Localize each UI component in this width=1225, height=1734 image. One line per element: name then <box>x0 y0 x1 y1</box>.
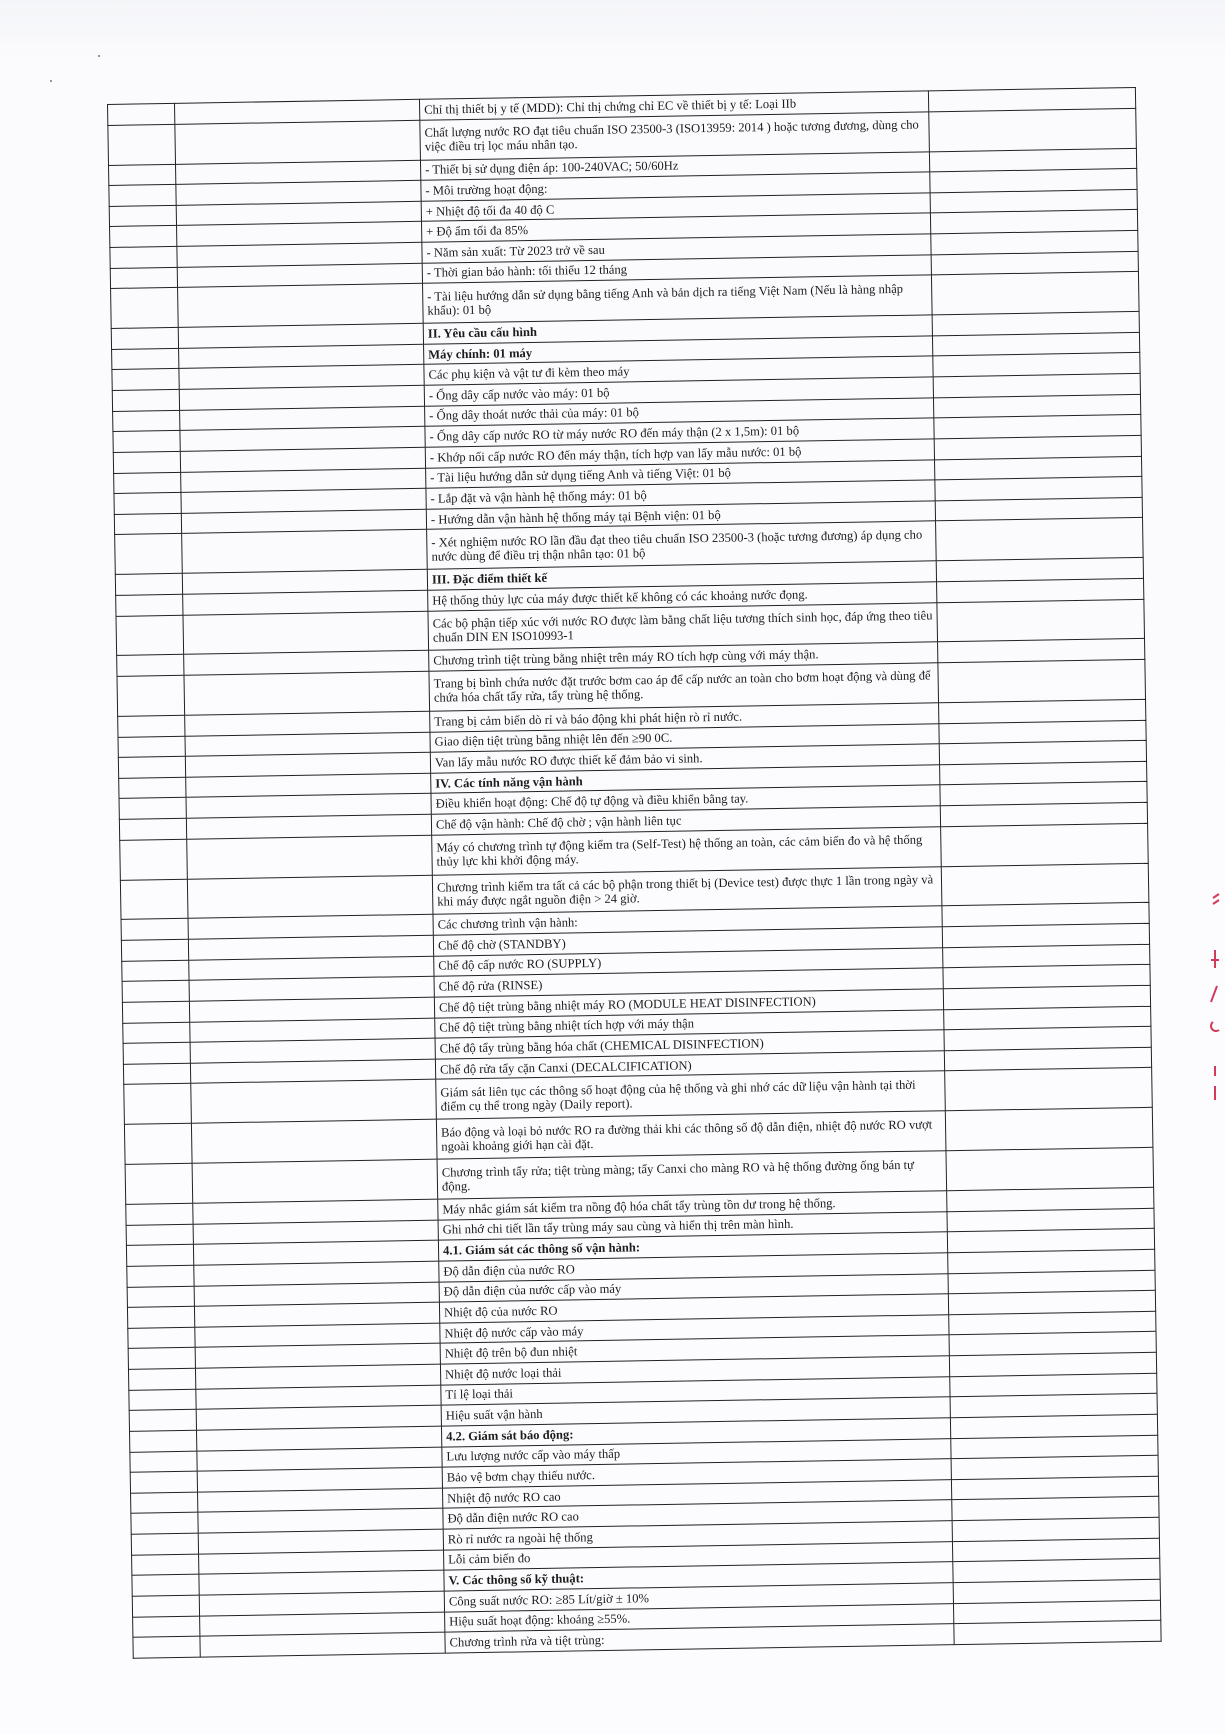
item-name-cell <box>191 1119 437 1163</box>
spec-text-cell: Giao diện tiệt trùng bằng nhiệt lên đến ≥90 0C. <box>430 723 939 752</box>
spec-text-cell: - Môi trường hoạt động: <box>421 172 930 201</box>
spec-text-cell: Chất lượng nước RO đạt tiêu chuẩn ISO 23500-3 (ISO13959: 2014 ) hoặc tương đương, dùng cho việc điều trị lọc máu nhân tạo. <box>420 112 930 160</box>
remark-cell <box>954 1620 1161 1644</box>
spec-text-cell: Hiệu suất vận hành <box>441 1397 950 1426</box>
spec-text-cell: Độ dẫn điện của nước cấp vào máy <box>439 1273 948 1302</box>
spec-text-cell: - Khớp nối cấp nước RO đến máy thận, tích hợp van lấy mẫu nước: 01 bộ <box>425 439 934 468</box>
row-number-cell <box>115 574 182 596</box>
spec-text-cell: Chương trình rửa và tiệt trùng: <box>445 1624 954 1653</box>
item-name-cell <box>187 875 433 919</box>
row-number-cell <box>126 1224 193 1246</box>
spec-text-cell: Nhiệt độ nước RO cao <box>442 1479 951 1508</box>
row-number-cell <box>117 655 184 677</box>
row-number-cell <box>119 818 186 840</box>
row-number-cell <box>111 288 179 329</box>
spec-text-cell: + Độ ẩm tối đa 85% <box>421 213 930 242</box>
row-number-cell <box>109 184 176 206</box>
row-number-cell <box>130 1471 197 1493</box>
row-number-cell <box>126 1203 193 1225</box>
spec-text-cell: Van lấy mẫu nước RO được thiết kế đảm bảo vi sinh. <box>430 744 939 773</box>
remark-cell <box>945 1108 1153 1151</box>
row-number-cell <box>114 472 181 494</box>
remark-cell <box>938 659 1146 702</box>
spec-text-cell: - Ống dây cấp nước RO từ máy nước RO đến máy thận (2 x 1,5m): 01 bộ <box>425 418 934 447</box>
remark-cell <box>941 863 1149 906</box>
row-number-cell <box>113 431 180 453</box>
spec-text-cell: Lưu lượng nước cấp vào máy thấp <box>442 1438 951 1467</box>
spec-text-cell: Hệ thống thủy lực của máy được thiết kế không có các khoảng nước đọng. <box>428 582 937 611</box>
row-number-cell <box>133 1636 200 1658</box>
spec-text-cell: Chế độ chờ (STANDBY) <box>433 927 942 956</box>
spec-text-cell: Chương trình kiểm tra tất cả các bộ phận trong thiết bị (Device test) được thực 1 lần trong ngày và khi máy được ngắt nguồn điện > 24 giờ. <box>432 866 942 914</box>
spec-text-cell: - Ống dây thoát nước thải của máy: 01 bộ <box>425 397 934 426</box>
row-number-cell <box>123 1063 190 1085</box>
row-number-cell <box>109 205 176 227</box>
row-number-cell <box>116 615 184 656</box>
spec-text-cell: Lỗi cảm biến đo <box>444 1541 953 1570</box>
spec-text-cell: - Lắp đặt và vận hành hệ thống máy: 01 bộ <box>426 480 935 509</box>
row-number-cell <box>128 1368 195 1390</box>
remark-cell <box>936 518 1144 561</box>
item-name-cell <box>191 1080 437 1124</box>
row-number-cell <box>126 1244 193 1266</box>
spec-text-cell: V. Các thông số kỹ thuật: <box>444 1562 953 1591</box>
spec-text-cell: Hiệu suất hoạt động: khoảng ≥55%. <box>445 1603 954 1632</box>
item-name-cell <box>175 120 421 164</box>
remark-cell <box>941 823 1149 866</box>
item-name-cell <box>187 835 433 879</box>
row-number-cell <box>120 839 188 880</box>
spec-text-cell: Chế độ rửa (RINSE) <box>434 968 943 997</box>
row-number-cell <box>127 1265 194 1287</box>
table-body <box>108 87 1162 1658</box>
spec-text-cell: Bảo vệ bơm chạy thiếu nước. <box>442 1459 951 1488</box>
row-number-cell <box>122 981 189 1003</box>
spec-text-cell: + Nhiệt độ tối đa 40 độ C <box>421 193 930 222</box>
spec-text-cell: - Tài liệu hướng dẫn sử dụng bằng tiếng Anh và bản dịch ra tiếng Việt Nam (Nếu là hàng nhập khẩu): 01 bộ <box>423 275 933 323</box>
spec-text-cell: 4.2. Giám sát báo động: <box>441 1418 950 1447</box>
row-number-cell <box>129 1389 196 1411</box>
red-stamp-edge-icon <box>1207 890 1225 1110</box>
spec-text-cell: IV. Các tính năng vận hành <box>431 765 940 794</box>
row-number-cell <box>118 715 185 737</box>
row-number-cell <box>131 1513 198 1535</box>
spec-text-cell: 4.1. Giám sát các thông số vận hành: <box>438 1232 947 1261</box>
row-number-cell <box>112 389 179 411</box>
spec-text-cell: Chế độ tẩy trùng bằng hóa chất (CHEMICAL DISINFECTION) <box>435 1030 944 1059</box>
row-number-cell <box>128 1327 195 1349</box>
row-number-cell <box>113 410 180 432</box>
row-number-cell <box>108 103 175 125</box>
row-number-cell <box>111 327 178 349</box>
spec-text-cell: Các chương trình vận hành: <box>433 906 942 935</box>
spec-text-cell: Chế độ rửa tẩy cặn Canxi (DECALCIFICATION) <box>435 1050 944 1079</box>
spec-text-cell: Nhiệt độ của nước RO <box>439 1294 948 1323</box>
spec-text-cell: Nhiệt độ trên bộ đun nhiệt <box>440 1335 949 1364</box>
row-number-cell <box>127 1286 194 1308</box>
row-number-cell <box>132 1574 199 1596</box>
spec-text-cell: Độ dẫn điện nước RO cao <box>443 1500 952 1529</box>
spec-text-cell: Chương trình tẩy rửa; tiệt trùng màng; tẩy Canxi cho màng RO và hệ thống đường ống bán tự động. <box>437 1151 947 1199</box>
spec-text-cell: Chỉ thị thiết bị y tế (MDD): Chỉ thị chứng chỉ EC về thiết bị y tế: Loại IIb <box>419 91 928 120</box>
spec-text-cell: Nhiệt độ nước loại thải <box>440 1356 949 1385</box>
spec-text-cell: - Thiết bị sử dụng điện áp: 100-240VAC; 50/60Hz <box>420 151 929 180</box>
item-name-cell <box>182 530 428 574</box>
row-number-cell <box>110 267 177 289</box>
row-number-cell <box>117 675 185 716</box>
row-number-cell <box>113 451 180 473</box>
row-number-cell <box>130 1451 197 1473</box>
spec-text-cell: Trang bị bình chứa nước đặt trước bơm cao áp để cấp nước an toàn cho bơm hoạt động và dùng để chứa hóa chất tẩy rửa, tẩy trùng hệ thống. <box>429 663 939 711</box>
row-number-cell <box>131 1492 198 1514</box>
row-number-cell <box>130 1430 197 1452</box>
spec-text-cell: III. Đặc điểm thiết kế <box>427 561 936 590</box>
row-number-cell <box>116 594 183 616</box>
row-number-cell <box>110 246 177 268</box>
item-name-cell <box>192 1159 438 1203</box>
spec-text-cell: Chế độ tiệt trùng bằng nhiệt máy RO (MODULE HEAT DISINFECTION) <box>434 989 943 1018</box>
spec-table-grid <box>107 87 1162 1659</box>
spec-text-cell: Máy chính: 01 máy <box>424 336 933 365</box>
remark-cell <box>931 272 1139 315</box>
row-number-cell <box>119 777 186 799</box>
row-number-cell <box>114 492 181 514</box>
item-name-cell <box>184 671 430 715</box>
spec-text-cell: Nhiệt độ nước cấp vào máy <box>440 1314 949 1343</box>
row-number-cell <box>118 736 185 758</box>
spec-text-cell: Chế độ vận hành: Chế độ chờ ; vận hành liên tục <box>431 806 940 835</box>
spec-text-cell: - Ống dây cấp nước vào máy: 01 bộ <box>424 377 933 406</box>
row-number-cell <box>108 124 176 165</box>
row-number-cell <box>124 1084 192 1125</box>
row-number-cell <box>125 1163 193 1204</box>
spec-text-cell: Công suất nước RO: ≥85 Lít/giờ ± 10% <box>444 1583 953 1612</box>
scan-speck <box>50 80 52 82</box>
row-number-cell <box>133 1616 200 1638</box>
row-number-cell <box>121 919 188 941</box>
spec-text-cell: Các bộ phận tiếp xúc với nước RO được làm bằng chất liệu tương thích sinh học, đáp ứng theo tiêu chuẩn DIN EN ISO10993-1 <box>428 602 938 650</box>
remark-cell <box>946 1147 1154 1190</box>
row-number-cell <box>124 1123 192 1164</box>
row-number-cell <box>112 369 179 391</box>
row-number-cell <box>129 1409 196 1431</box>
row-number-cell <box>128 1348 195 1370</box>
spec-text-cell: Rò rỉ nước ra ngoài hệ thống <box>443 1521 952 1550</box>
spec-text-cell: Chế độ cấp nước RO (SUPPLY) <box>434 947 943 976</box>
row-number-cell <box>123 1042 190 1064</box>
spec-text-cell: Trang bị cảm biến dò rỉ và báo động khi phát hiện rò rỉ nước. <box>430 703 939 732</box>
spec-text-cell: Chế độ tiệt trùng bằng nhiệt tích hợp với máy thận <box>435 1009 944 1038</box>
item-name-cell <box>200 1632 445 1657</box>
remark-cell <box>945 1068 1153 1111</box>
spec-text-cell: - Thời gian bảo hành: tối thiểu 12 tháng <box>422 254 931 283</box>
row-number-cell <box>119 798 186 820</box>
item-name-cell <box>178 284 424 328</box>
row-number-cell <box>120 879 188 920</box>
specification-table <box>107 87 1133 1658</box>
spec-text-cell: - Tài liệu hướng dẫn sử dụng tiếng Anh và tiếng Việt: 01 bộ <box>426 459 935 488</box>
row-number-cell <box>110 226 177 248</box>
row-number-cell <box>121 939 188 961</box>
remark-cell <box>929 108 1137 151</box>
row-number-cell <box>109 164 176 186</box>
spec-text-cell: II. Yêu cầu cấu hình <box>423 315 932 344</box>
row-number-cell <box>112 348 179 370</box>
spec-text-cell: Giám sát liên tục các thông số hoạt động của hệ thống và ghi nhớ các dữ liệu vận hành tại thời điểm cụ thể trong ngày (Daily report). <box>436 1071 946 1119</box>
spec-text-cell: Tỉ lệ loại thải <box>441 1376 950 1405</box>
row-number-cell <box>115 534 183 575</box>
spec-text-cell: Máy nhắc giám sát kiểm tra nồng độ hóa chất tẩy trùng tồn dư trong hệ thống. <box>438 1191 947 1220</box>
item-name-cell <box>183 611 429 655</box>
spec-text-cell: - Hướng dẫn vận hành hệ thống máy tại Bệnh viện: 01 bộ <box>426 501 935 530</box>
row-number-cell <box>132 1595 199 1617</box>
row-number-cell <box>118 756 185 778</box>
spec-text-cell: Máy có chương trình tự động kiểm tra (Self-Test) hệ thống an toàn, các cảm biến đo và hệ thống thủy lực khi khởi động máy. <box>432 826 942 874</box>
spec-text-cell: Các phụ kiện và vật tư đi kèm theo máy <box>424 356 933 385</box>
spec-text-cell: Báo động và loại bỏ nước RO ra đường thải khi các thông số độ dẫn điện, nhiệt độ nước RO vượt ngoài khoảng giới hạn cài đặt. <box>436 1111 946 1159</box>
remark-cell <box>937 599 1145 642</box>
spec-text-cell: - Năm sản xuất: Từ 2023 trở về sau <box>422 234 931 263</box>
row-number-cell <box>122 960 189 982</box>
row-number-cell <box>132 1554 199 1576</box>
row-number-cell <box>131 1533 198 1555</box>
spec-text-cell: Chương trình tiệt trùng bằng nhiệt trên máy RO tích hợp cùng với máy thận. <box>429 642 938 671</box>
row-number-cell <box>122 1001 189 1023</box>
scan-speck <box>98 55 100 57</box>
row-number-cell <box>127 1306 194 1328</box>
spec-text-cell: - Xét nghiệm nước RO lần đầu đạt theo tiêu chuẩn ISO 23500-3 (hoặc tương đương) áp dụng cho nước dùng để điều trị thận nhân tạo: 01 bộ <box>427 521 937 569</box>
row-number-cell <box>114 513 181 535</box>
spec-text-cell: Điều khiển hoạt động: Chế độ tự động và điều khiển bằng tay. <box>431 785 940 814</box>
spec-text-cell: Độ dẫn điện của nước RO <box>439 1253 948 1282</box>
row-number-cell <box>123 1022 190 1044</box>
spec-text-cell: Ghi nhớ chi tiết lần tẩy trùng máy sau cùng và hiển thị trên màn hình. <box>438 1211 947 1240</box>
